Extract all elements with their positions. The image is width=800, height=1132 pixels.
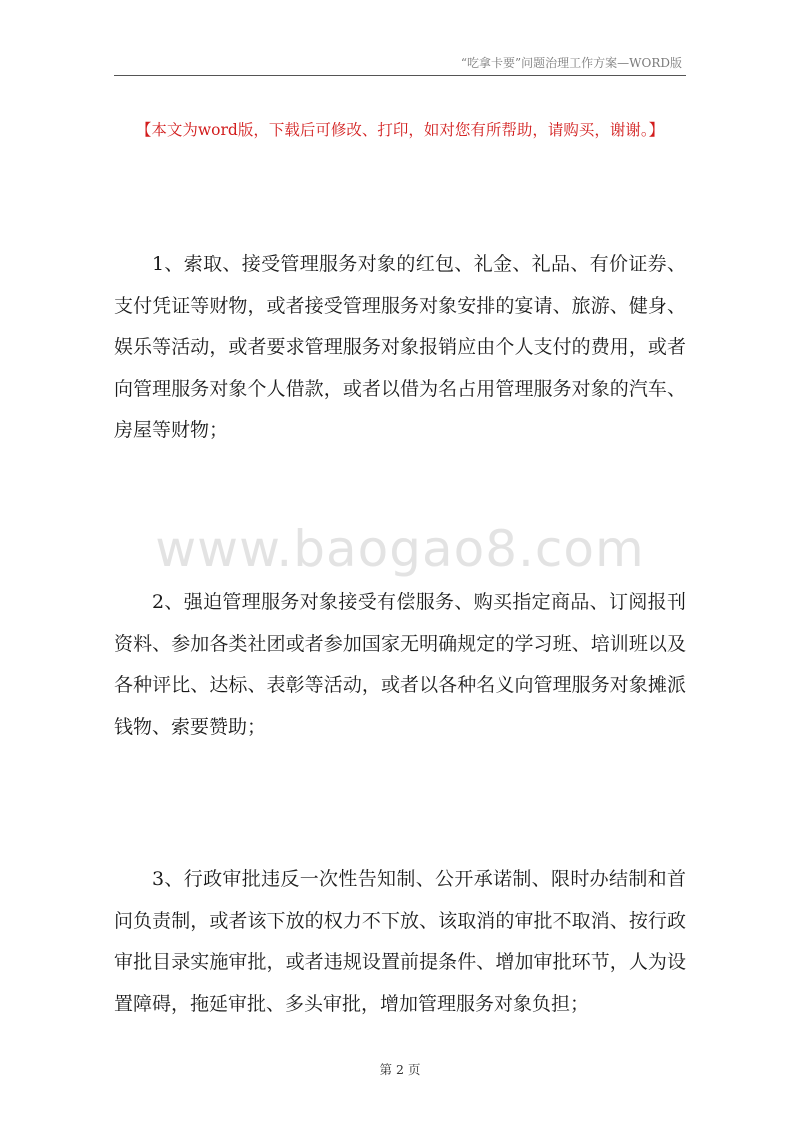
running-header: “吃拿卡要”问题治理工作方案—WORD版 — [460, 56, 682, 70]
page-number: 第 2 页 — [379, 1062, 421, 1077]
header-divider — [114, 75, 686, 76]
watermark: www.baogao8.com — [155, 520, 645, 578]
paragraph-2: 2、强迫管理服务对象接受有偿服务、购买指定商品、订阅报刊资料、参加各类社团或者参加国家无明确规定的学习班、培训班以及各种评比、达标、表彰等活动，或者以各种名义向管理服务对象摊派钱物、索要赞助； — [114, 591, 686, 738]
paragraph-3: 3、行政审批违反一次性告知制、公开承诺制、限时办结制和首问负责制，或者该下放的权力不下放、该取消的审批不取消、按行政审批目录实施审批，或者违规设置前提条件、增加审批环节，人为设置障碍，拖延审批、多头审批，增加管理服务对象负担； — [114, 868, 686, 1015]
paragraph-1: 1、索取、接受管理服务对象的红包、礼金、礼品、有价证券、支付凭证等财物，或者接受管理服务对象安排的宴请、旅游、健身、娱乐等活动，或者要求管理服务对象报销应由个人支付的费用，或者向管理服务对象个人借款，或者以借为名占用管理服务对象的汽车、房屋等财物； — [114, 253, 686, 441]
purchase-notice: 【本文为word版，下载后可修改、打印，如对您有所帮助，请购买，谢谢。】 — [135, 121, 665, 139]
